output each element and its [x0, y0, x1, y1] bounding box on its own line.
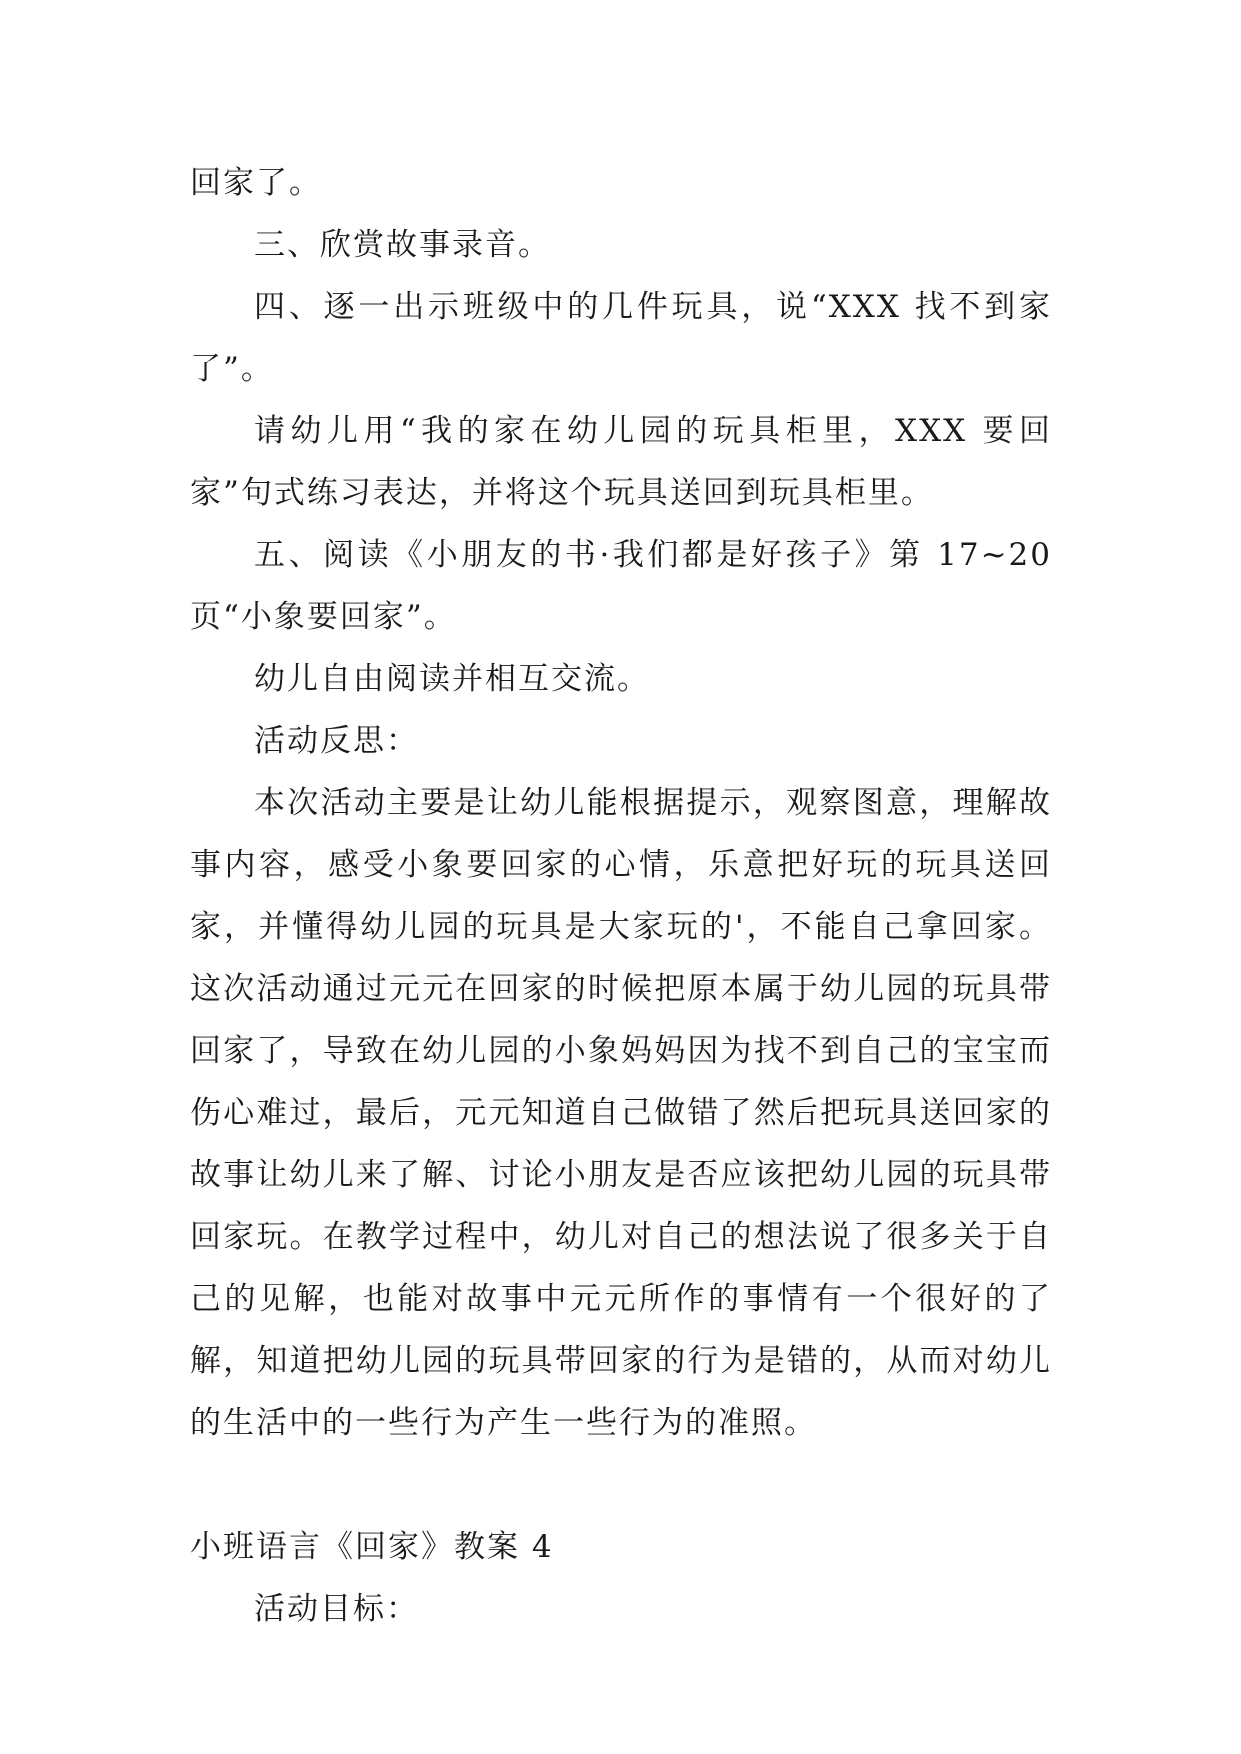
paragraph-continuation: 回家了。 — [190, 165, 322, 201]
paragraph-step-three: 三、欣赏故事录音。 — [254, 227, 551, 263]
paragraph-free-reading: 幼儿自由阅读并相互交流。 — [254, 661, 650, 697]
reflection-heading: 活动反思： — [254, 723, 419, 759]
section-objectives-heading: 活动目标： — [254, 1591, 419, 1627]
reflection-body: 本次活动主要是让幼儿能根据提示，观察图意，理解故事内容，感受小象要回家的心情，乐意把好玩的玩具送回家，并懂得幼儿园的玩具是大家玩的'，不能自己拿回家。这次活动通过元元在回家的时候把原本属于幼儿园的玩具带回家了，导致在幼儿园的小象妈妈因为找不到自己的宝宝而伤心难过，最后，元元知道自己做错了然后把玩具送回家的故事让幼儿来了解、讨论小朋友是否应该把幼儿园的玩具带回家玩。在教学过程中，幼儿对自己的想法说了很多关于自己的见解，也能对故事中元元所作的事情有一个很好的了解，知道把幼儿园的玩具带回家的行为是错的，从而对幼儿的生活中的一些行为产生一些行为的准照。 — [190, 785, 1052, 1441]
section-spacer — [190, 1454, 1052, 1516]
section-title: 小班语言《回家》教案 4 — [190, 1529, 554, 1565]
paragraph-practice: 请幼儿用“我的家在幼儿园的玩具柜里，XXX 要回家”句式练习表达，并将这个玩具送回到玩具柜里。 — [190, 413, 1052, 511]
paragraph-step-four: 四、逐一出示班级中的几件玩具，说“XXX 找不到家了”。 — [190, 289, 1052, 387]
document-body — [190, 152, 1052, 1640]
paragraph-step-five: 五、阅读《小朋友的书·我们都是好孩子》第 17~20 页“小象要回家”。 — [190, 537, 1052, 635]
